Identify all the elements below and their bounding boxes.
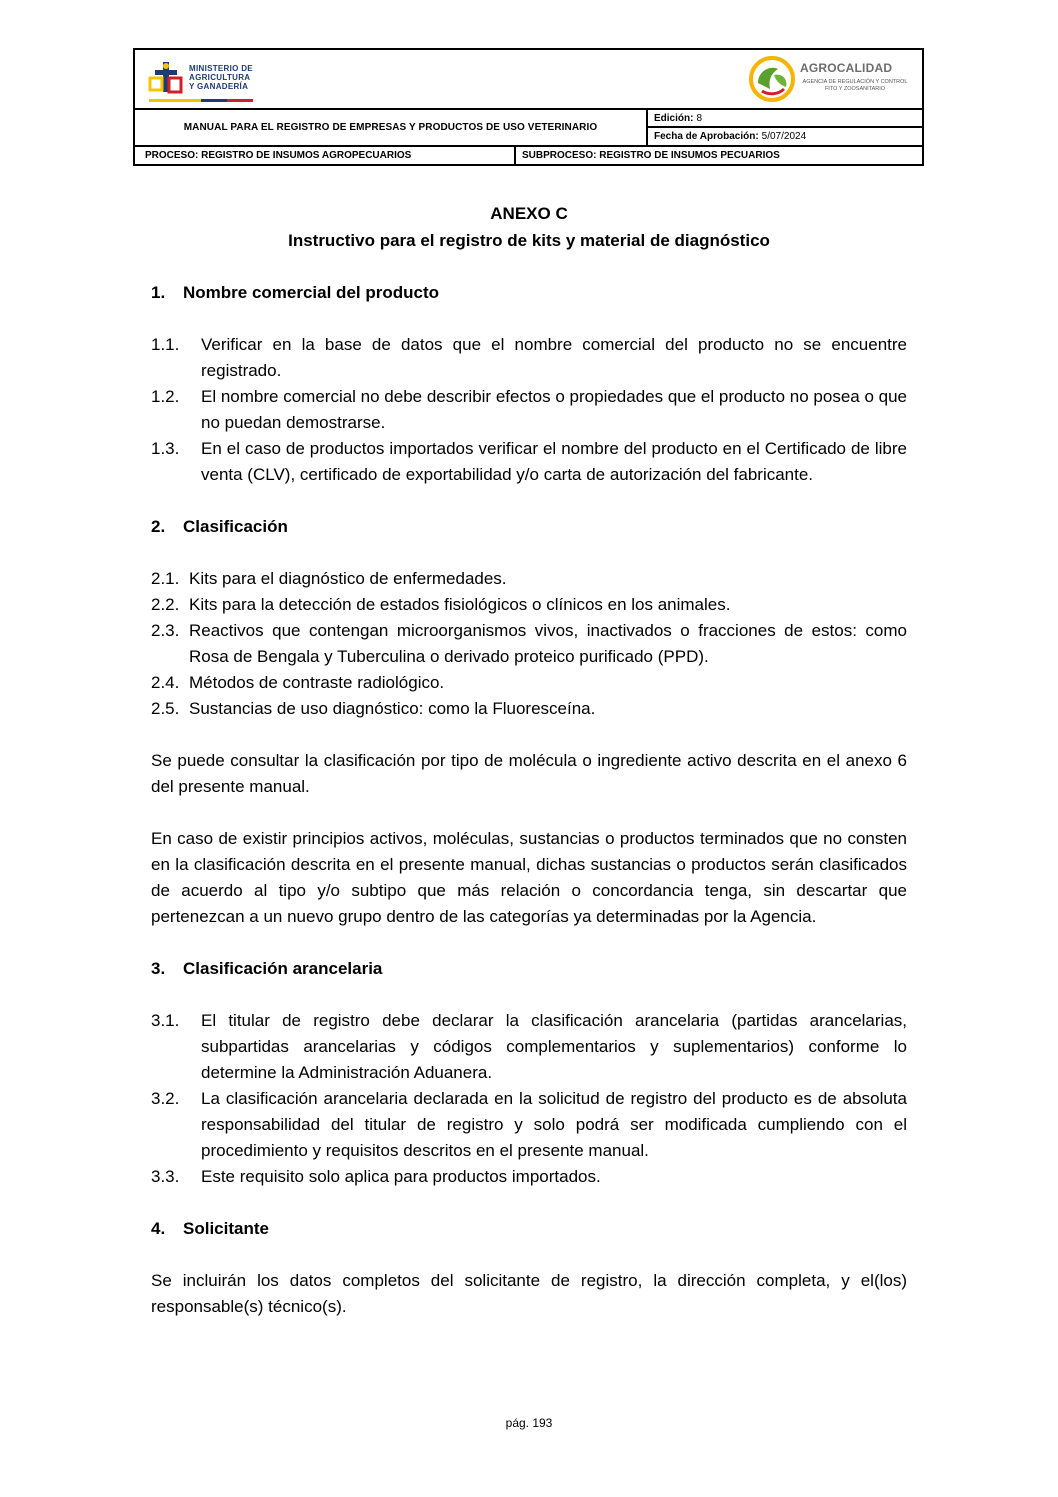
annex-label: ANEXO C	[490, 204, 568, 223]
list-item	[151, 696, 907, 722]
paragraph: Se puede consultar la clasificación por tipo de molécula o ingrediente activo descrita en el anexo 6 del presente manual.	[151, 751, 907, 796]
section-number: 2.	[151, 517, 166, 536]
edition-cell	[648, 110, 922, 128]
edition-label: Edición:	[654, 112, 694, 124]
item-text: El titular de registro debe declarar la clasificación arancelaria (partidas arancelarias, subpartidas arancelarias y códigos complementarios y suplementarios) conforme lo determine la Administración Aduanera.	[201, 1011, 907, 1082]
document-body	[151, 200, 907, 1320]
item-text: La clasificación arancelaria declarada en la solicitud de registro del producto es de absoluta responsabilidad del titular de registro y solo podrá ser modificada cumpliendo con el procedimiento y requisitos descritos en el presente manual.	[201, 1089, 907, 1160]
section-number: 1.	[151, 283, 166, 302]
item-text: Este requisito solo aplica para productos importados.	[201, 1167, 601, 1186]
header-logo-row	[135, 50, 922, 110]
item-number: 1.1.	[151, 335, 180, 354]
agrocalidad-emblem-icon	[748, 55, 796, 103]
section-number: 4.	[151, 1219, 166, 1238]
section-1-heading	[151, 280, 907, 306]
agency-subtitle: AGENCIA DE REGULACIÓN Y CONTROL FITO Y ZOOSANITARIO	[802, 79, 908, 92]
item-number: 1.3.	[151, 439, 180, 458]
list-item	[151, 618, 907, 670]
approval-date-cell	[648, 128, 922, 145]
section-title: Nombre comercial del producto	[183, 283, 439, 302]
list-item	[151, 592, 907, 618]
agrocalidad-logo	[748, 55, 910, 105]
approval-label: Fecha de Aprobación:	[654, 131, 759, 142]
item-text: Reactivos que contengan microorganismos vivos, inactivados o fracciones de estos: como Rosa de Bengala y Tuberculina o derivado proteico purificado (PPD).	[189, 621, 907, 666]
item-text: Sustancias de uso diagnóstico: como la Fluoresceína.	[189, 699, 596, 718]
list-item	[151, 436, 907, 488]
list-item	[151, 566, 907, 592]
list-item	[151, 1086, 907, 1164]
list-item	[151, 1008, 907, 1086]
item-number: 2.1.	[151, 569, 180, 588]
item-text: El nombre comercial no debe describir efectos o propiedades que el producto no posea o que no puedan demostrarse.	[201, 387, 907, 432]
item-number: 2.3.	[151, 621, 180, 640]
item-number: 3.1.	[151, 1011, 180, 1030]
ministry-flag-stripe	[149, 99, 253, 102]
ministry-logo-text: MINISTERIO DE AGRICULTURA Y GANADERÍA	[189, 64, 253, 91]
item-number: 2.4.	[151, 673, 180, 692]
ministry-emblem-icon	[147, 60, 187, 100]
page-number: pág. 193	[505, 1416, 553, 1430]
annex-title: Instructivo para el registro de kits y material de diagnóstico	[288, 231, 770, 250]
item-text: Métodos de contraste radiológico.	[189, 673, 445, 692]
list-item	[151, 670, 907, 696]
header-process-row	[135, 147, 922, 164]
item-text: Kits para la detección de estados fisiológicos o clínicos en los animales.	[189, 595, 731, 614]
list-item	[151, 332, 907, 384]
ministry-logo	[147, 58, 257, 102]
item-number: 3.3.	[151, 1167, 180, 1186]
approval-value: 5/07/2024	[761, 131, 807, 142]
section-number: 3.	[151, 959, 166, 978]
section-2-heading	[151, 514, 907, 540]
item-text: En el caso de productos importados verificar el nombre del producto en el Certificado de libre venta (CLV), certificado de exportabilidad y/o carta de autorización del fabricante.	[201, 439, 907, 484]
list-item	[151, 384, 907, 436]
paragraph: Se incluirán los datos completos del solicitante de registro, la dirección completa, y el(los) responsable(s) técnico(s).	[151, 1271, 907, 1316]
subprocess-cell: SUBPROCESO: REGISTRO DE INSUMOS PECUARIOS	[522, 150, 780, 161]
section-title: Solicitante	[183, 1219, 269, 1238]
item-text: Kits para el diagnóstico de enfermedades.	[189, 569, 507, 588]
agency-name: AGROCALIDAD	[800, 61, 893, 75]
item-text: Verificar en la base de datos que el nombre comercial del producto no se encuentre registrado.	[201, 335, 907, 380]
section-3-heading	[151, 956, 907, 982]
item-number: 1.2.	[151, 387, 180, 406]
list-item	[151, 1164, 907, 1190]
manual-title: MANUAL PARA EL REGISTRO DE EMPRESAS Y PRODUCTOS DE USO VETERINARIO	[135, 110, 648, 145]
section-title: Clasificación	[183, 517, 288, 536]
document-header	[133, 48, 924, 166]
item-number: 2.5.	[151, 699, 180, 718]
edition-value: 8	[696, 112, 703, 124]
section-4-heading	[151, 1216, 907, 1242]
item-number: 3.2.	[151, 1089, 180, 1108]
section-title: Clasificación arancelaria	[183, 959, 383, 978]
paragraph: En caso de existir principios activos, moléculas, sustancias o productos terminados que no consten en la clasificación descrita en el presente manual, dichas sustancias o productos serán clasificados de acuerdo al tipo y/o subtipo que más relación o concordancia tenga, sin descartar que pertenezcan a un nuevo grupo dentro de las categorías ya determinadas por la Agencia.	[151, 829, 907, 926]
header-title-row	[135, 110, 922, 147]
process-cell: PROCESO: REGISTRO DE INSUMOS AGROPECUARIOS	[135, 147, 516, 164]
item-number: 2.2.	[151, 595, 180, 614]
